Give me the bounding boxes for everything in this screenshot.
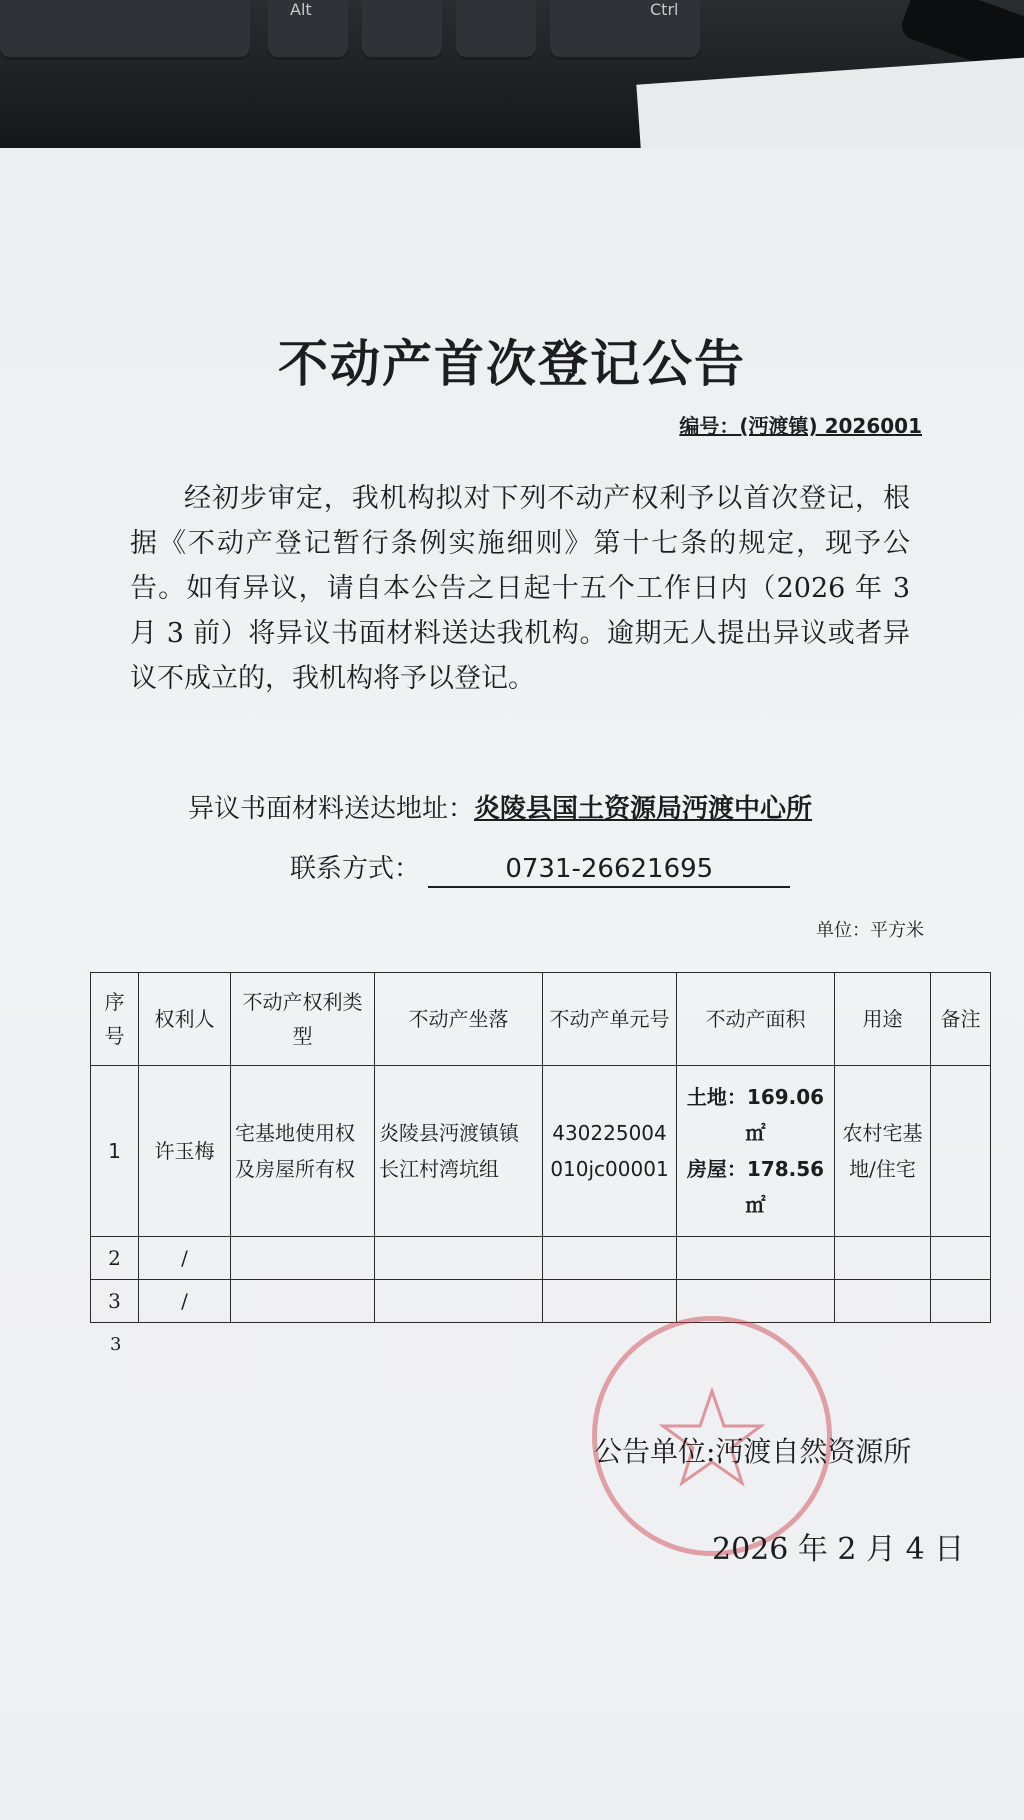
contact-label: 联系方式：: [290, 854, 421, 884]
issuer-line: 公告单位:沔渡自然资源所: [594, 1435, 912, 1468]
unit-note: 单位：平方米: [816, 920, 924, 941]
header-cell: 不动产面积: [677, 973, 835, 1066]
property-usage: 农村宅基地/住宅: [835, 1066, 931, 1237]
table-row: [91, 1237, 991, 1280]
alt-key-label: Alt: [290, 0, 312, 19]
remark-cell: [931, 1237, 991, 1280]
house-area: 房屋：178.56 ㎡: [686, 1157, 825, 1217]
notice-body: [130, 476, 910, 701]
registration-table: [90, 972, 991, 1323]
remark-cell: [931, 1066, 991, 1237]
property-usage: [835, 1237, 931, 1280]
right-type: [231, 1237, 375, 1280]
remark-cell: [931, 1280, 991, 1323]
property-area: [677, 1066, 835, 1237]
address-value: 炎陵县国土资源局沔渡中心所: [474, 794, 813, 824]
right-holder: /: [139, 1237, 231, 1280]
unit-number: [543, 1280, 677, 1323]
header-cell: 不动产权利类型: [231, 973, 375, 1066]
address-label: 异议书面材料送达地址：: [188, 794, 475, 824]
ctrl-key-label: Ctrl: [650, 0, 679, 19]
doc-number: 编号：(沔渡镇) 2026001: [679, 414, 922, 438]
table-row: [91, 1066, 991, 1237]
contact-line: [290, 848, 790, 888]
table-row: [91, 1280, 991, 1323]
header-cell: 不动产坐落: [375, 973, 543, 1066]
keyboard-key: [362, 0, 442, 60]
property-location: [375, 1237, 543, 1280]
keyboard-key: [456, 0, 536, 60]
header-cell: 权利人: [139, 973, 231, 1066]
row-number: 2: [91, 1237, 139, 1280]
unit-number: [543, 1237, 677, 1280]
stray-row-number: 3: [110, 1334, 122, 1355]
notice-title: 不动产首次登记公告: [278, 335, 746, 393]
right-type: 宅基地使用权及房屋所有权: [231, 1066, 375, 1237]
ctrl-key: [550, 0, 700, 60]
alt-key: [268, 0, 348, 60]
header-cell: 备注: [931, 973, 991, 1066]
notice-paper: [0, 148, 1024, 1820]
property-area: [677, 1237, 835, 1280]
header-cell: 序号: [91, 973, 139, 1066]
right-holder: /: [139, 1280, 231, 1323]
property-location: [375, 1280, 543, 1323]
property-location: 炎陵县沔渡镇镇长江村湾坑组: [375, 1066, 543, 1237]
land-area: 土地：169.06 ㎡: [686, 1085, 825, 1145]
unit-number: 430225004010jc00001: [543, 1066, 677, 1237]
row-number: 3: [91, 1280, 139, 1323]
right-holder: 许玉梅: [139, 1066, 231, 1237]
row-number: 1: [91, 1066, 139, 1237]
body-paragraph: 经初步审定，我机构拟对下列不动产权利予以首次登记，根据《不动产登记暂行条例实施细则》第十七条的规定，现予公告。如有异议，请自本公告之日起十五个工作日内（2026 年 3 月 3 前）将异议书面材料送达我机构。逾期无人提出异议或者异议不成立的，我机构将予以登记。: [130, 483, 910, 694]
header-cell: 不动产单元号: [543, 973, 677, 1066]
table-header-row: [91, 973, 991, 1066]
header-cell: 用途: [835, 973, 931, 1066]
objection-address-line: [188, 788, 812, 825]
keyboard-key: [0, 0, 250, 60]
right-type: [231, 1280, 375, 1323]
property-usage: [835, 1280, 931, 1323]
issue-date: 2026 年 2 月 4 日: [712, 1532, 965, 1567]
contact-value: 0731-26621695: [428, 854, 790, 888]
